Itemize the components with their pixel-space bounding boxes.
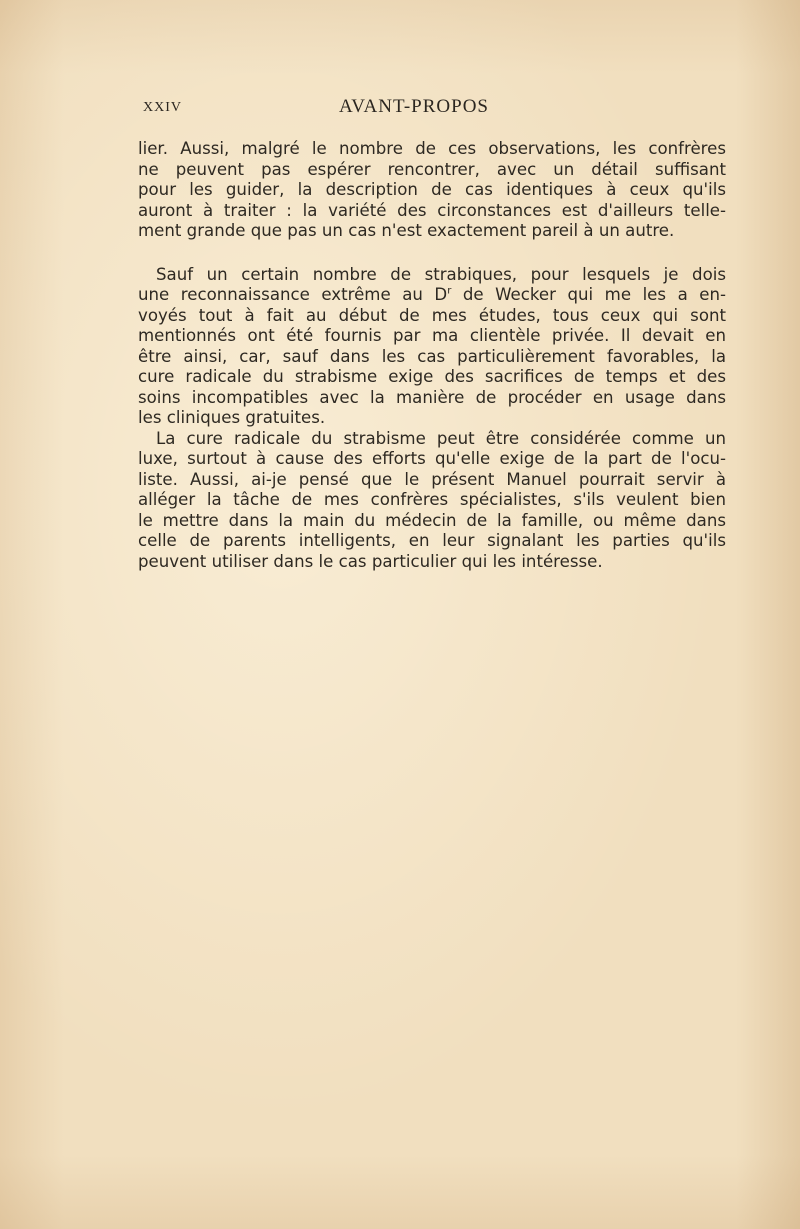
text-line: soins incompatibles avec la manière de procéder en usage dans [138, 387, 726, 407]
text-line: les cliniques gratuites. [138, 408, 326, 427]
text-line: mentionnés ont été fournis par ma clientèle privée. Il devait en [138, 326, 726, 345]
text-line: auront à traiter : la variété des circonstances est d'ailleurs telle- [138, 200, 726, 220]
text-line: Sauf un certain nombre de strabiques, pour lesquels je dois [156, 264, 726, 284]
page-header [141, 96, 726, 122]
text-line: être ainsi, car, sauf dans les cas particulièrement favorables, la [138, 346, 726, 366]
paragraph-3 [138, 429, 726, 573]
superscript: r [447, 285, 452, 297]
text-line: ne peuvent pas espérer rencontrer, avec un détail suffisant [138, 159, 726, 179]
text-line: liste. Aussi, ai-je pensé que le présent Manuel pourrait servir à [138, 469, 726, 489]
text-line: celle de parents intelligents, en leur signalant les parties qu'ils [138, 531, 726, 550]
text-line: voyés tout à fait au début de mes études, tous ceux qui sont [138, 305, 726, 325]
text-line: peuvent utiliser dans le cas particulier qui les intéresse. [138, 551, 603, 571]
paragraph-2 [138, 265, 726, 429]
text-line: La cure radicale du strabisme peut être considérée comme un [156, 428, 726, 448]
running-title: AVANT-PROPOS [339, 96, 489, 117]
text-segment: de Wecker qui me les a en- [451, 285, 726, 304]
page-number: XXIV [143, 100, 182, 115]
text-line: alléger la tâche de mes confrères spécialistes, s'ils veulent bien [138, 490, 726, 509]
paragraph-1 [138, 139, 726, 242]
text-line: lier. Aussi, malgré le nombre de ces observations, les confrères [138, 139, 726, 158]
text-line: le mettre dans la main du médecin de la famille, ou même dans [138, 510, 726, 530]
text-line: cure radicale du strabisme exige des sacrifices de temps et des [138, 367, 726, 386]
text-segment: une reconnaissance extrême au D [138, 285, 448, 304]
text-line [138, 285, 726, 306]
text-line: pour les guider, la description de cas identiques à ceux qu'ils [138, 180, 726, 199]
text-line: ment grande que pas un cas n'est exactement pareil à un autre. [138, 221, 675, 240]
body-text [138, 139, 726, 572]
text-line: luxe, surtout à cause des efforts qu'elle exige de la part de l'ocu- [138, 449, 726, 468]
